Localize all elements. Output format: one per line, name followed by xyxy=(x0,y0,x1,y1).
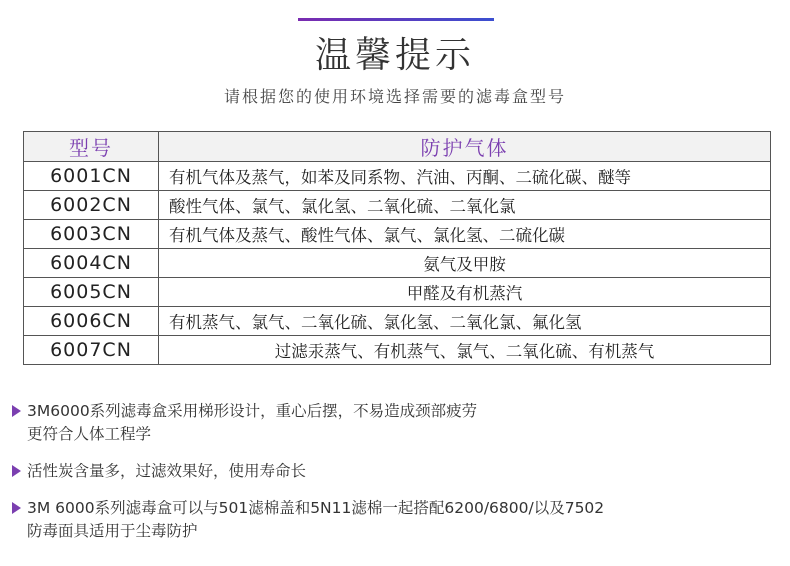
table-row xyxy=(24,162,771,191)
table-row xyxy=(24,336,771,365)
gases-cell: 有机气体及蒸气、酸性气体、氯气、氯化氢、二硫化碳 xyxy=(159,220,771,249)
note-line: 更符合人体工程学 xyxy=(27,425,152,443)
table-row xyxy=(24,278,771,307)
triangle-bullet-icon xyxy=(12,502,21,514)
column-header-gases: 防护气体 xyxy=(159,132,771,162)
note-line: 防毒面具适用于尘毒防护 xyxy=(27,522,198,540)
model-cell: 6005CN xyxy=(24,278,159,307)
gases-cell: 酸性气体、氯气、氯化氢、二氧化硫、二氧化氯 xyxy=(159,191,771,220)
model-cell: 6001CN xyxy=(24,162,159,191)
gases-cell: 甲醛及有机蒸汽 xyxy=(159,278,771,307)
note-item xyxy=(12,460,772,483)
note-item xyxy=(12,497,772,543)
note-text xyxy=(27,400,477,446)
note-line: 活性炭含量多，过滤效果好，使用寿命长 xyxy=(27,462,307,480)
note-line: 3M 6000系列滤毒盒可以与501滤棉盖和5N11滤棉一起搭配6200/6800/以及7502 xyxy=(27,499,605,517)
model-cell: 6002CN xyxy=(24,191,159,220)
table-row xyxy=(24,220,771,249)
triangle-bullet-icon xyxy=(12,405,21,417)
table-row xyxy=(24,307,771,336)
notes-list xyxy=(12,400,772,557)
gases-cell: 过滤汞蒸气、有机蒸气、氯气、二氧化硫、有机蒸气 xyxy=(159,336,771,365)
table-row xyxy=(24,249,771,278)
note-text xyxy=(27,460,306,483)
page-subtitle: 请根据您的使用环境选择需要的滤毒盒型号 xyxy=(223,87,566,106)
filter-spec-table xyxy=(23,131,771,365)
model-cell: 6003CN xyxy=(24,220,159,249)
triangle-bullet-icon xyxy=(12,465,21,477)
gases-cell: 有机蒸气、氯气、二氧化硫、氯化氢、二氧化氯、氟化氢 xyxy=(159,307,771,336)
column-header-model: 型号 xyxy=(24,132,159,162)
gases-cell: 氨气及甲胺 xyxy=(159,249,771,278)
note-text xyxy=(27,497,604,543)
title-accent-line xyxy=(298,18,494,21)
table-header-row xyxy=(24,132,771,162)
note-item xyxy=(12,400,772,446)
gases-cell: 有机气体及蒸气，如苯及同系物、汽油、丙酮、二硫化碳、醚等 xyxy=(159,162,771,191)
model-cell: 6004CN xyxy=(24,249,159,278)
model-cell: 6007CN xyxy=(24,336,159,365)
model-cell: 6006CN xyxy=(24,307,159,336)
page-title: 温馨提示 xyxy=(314,35,475,76)
note-line: 3M6000系列滤毒盒采用梯形设计，重心后摆，不易造成颈部疲劳 xyxy=(27,402,478,420)
table-row xyxy=(24,191,771,220)
